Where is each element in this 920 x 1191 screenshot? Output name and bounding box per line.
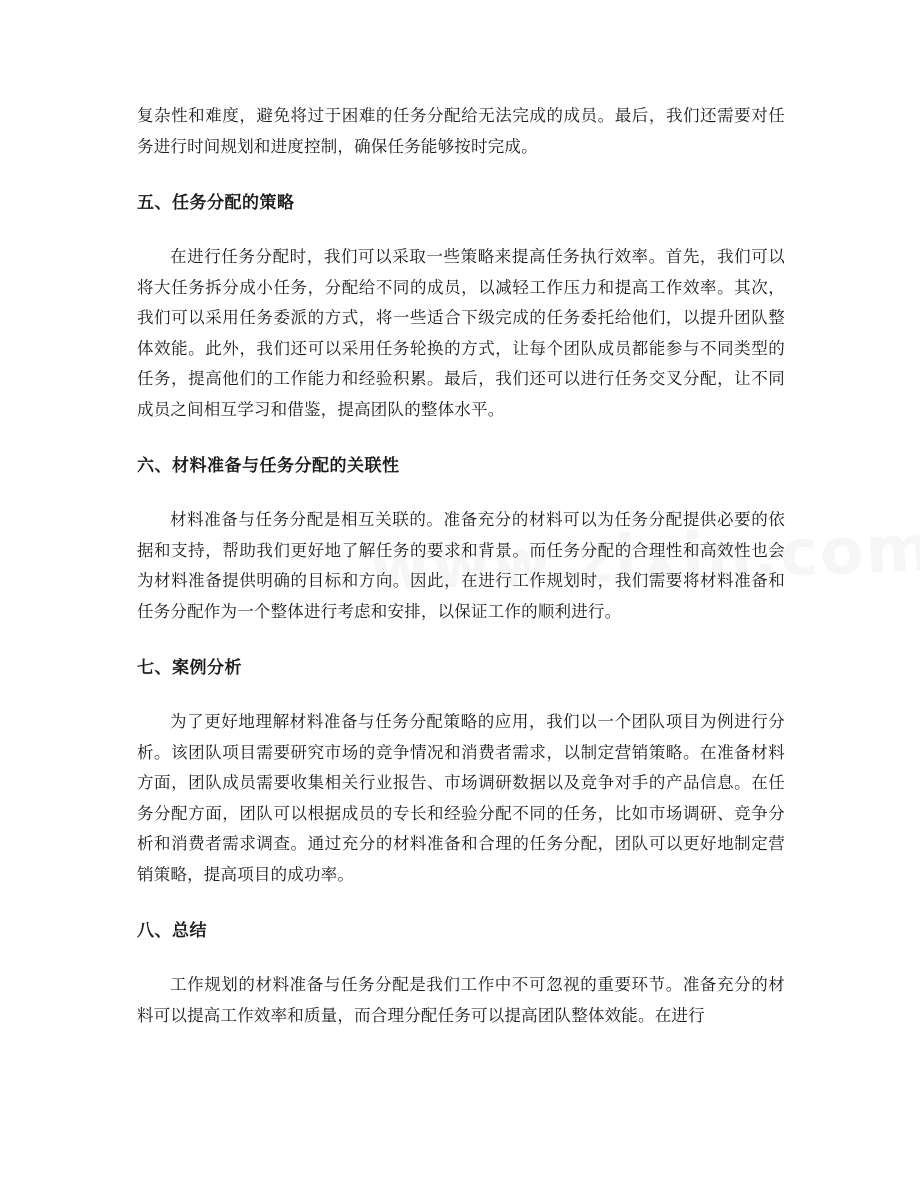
section-paragraph-7: 为了更好地理解材料准备与任务分配策略的应用，我们以一个团队项目为例进行分析。该团队项目需要研究市场的竞争情况和消费者需求，以制定营销策略。在准备材料方面，团队成员需要收集相关行业报告、市场调研数据以及竞争对手的产品信息。在任务分配方面，团队可以根据成员的专长和经验分配不同的任务，比如市场调研、竞争分析和消费者需求调查。通过充分的材料准备和合理的任务分配，团队可以更好地制定营销策略，提高项目的成功率。 [137,712,785,884]
section-heading-8: 八、总结 [137,921,207,941]
section-heading-5: 五、任务分配的策略 [137,193,295,213]
section-paragraph-5: 在进行任务分配时，我们可以采取一些策略来提高任务执行效率。首先，我们可以将大任务拆分成小任务，分配给不同的成员，以减轻工作压力和提高工作效率。其次，我们可以采用任务委派的方式，将一些适合下级完成的任务委托给他们，以提升团队整体效能。此外，我们还可以采用任务轮换的方式，让每个团队成员都能参与不同类型的任务，提高他们的工作能力和经验积累。最后，我们还可以进行任务交叉分配，让不同成员之间相互学习和借鉴，提高团队的整体水平。 [137,247,785,419]
section-paragraph-8: 工作规划的材料准备与任务分配是我们工作中不可忽视的重要环节。准备充分的材料可以提高工作效率和质量，而合理分配任务可以提高团队整体效能。在进行 [137,975,785,1025]
document-body [137,101,785,1031]
section-paragraph-6: 材料准备与任务分配是相互关联的。准备充分的材料可以为任务分配提供必要的依据和支持，帮助我们更好地了解任务的要求和背景。而任务分配的合理性和高效性也会为材料准备提供明确的目标和方向。因此，在进行工作规划时，我们需要将材料准备和任务分配作为一个整体进行考虑和安排，以保证工作的顺利进行。 [137,510,785,621]
section-heading-6: 六、材料准备与任务分配的关联性 [137,456,400,476]
intro-paragraph: 复杂性和难度，避免将过于困难的任务分配给无法完成的成员。最后，我们还需要对任务进行时间规划和进度控制，确保任务能够按时完成。 [137,106,785,156]
section-heading-7: 七、案例分析 [137,658,242,678]
